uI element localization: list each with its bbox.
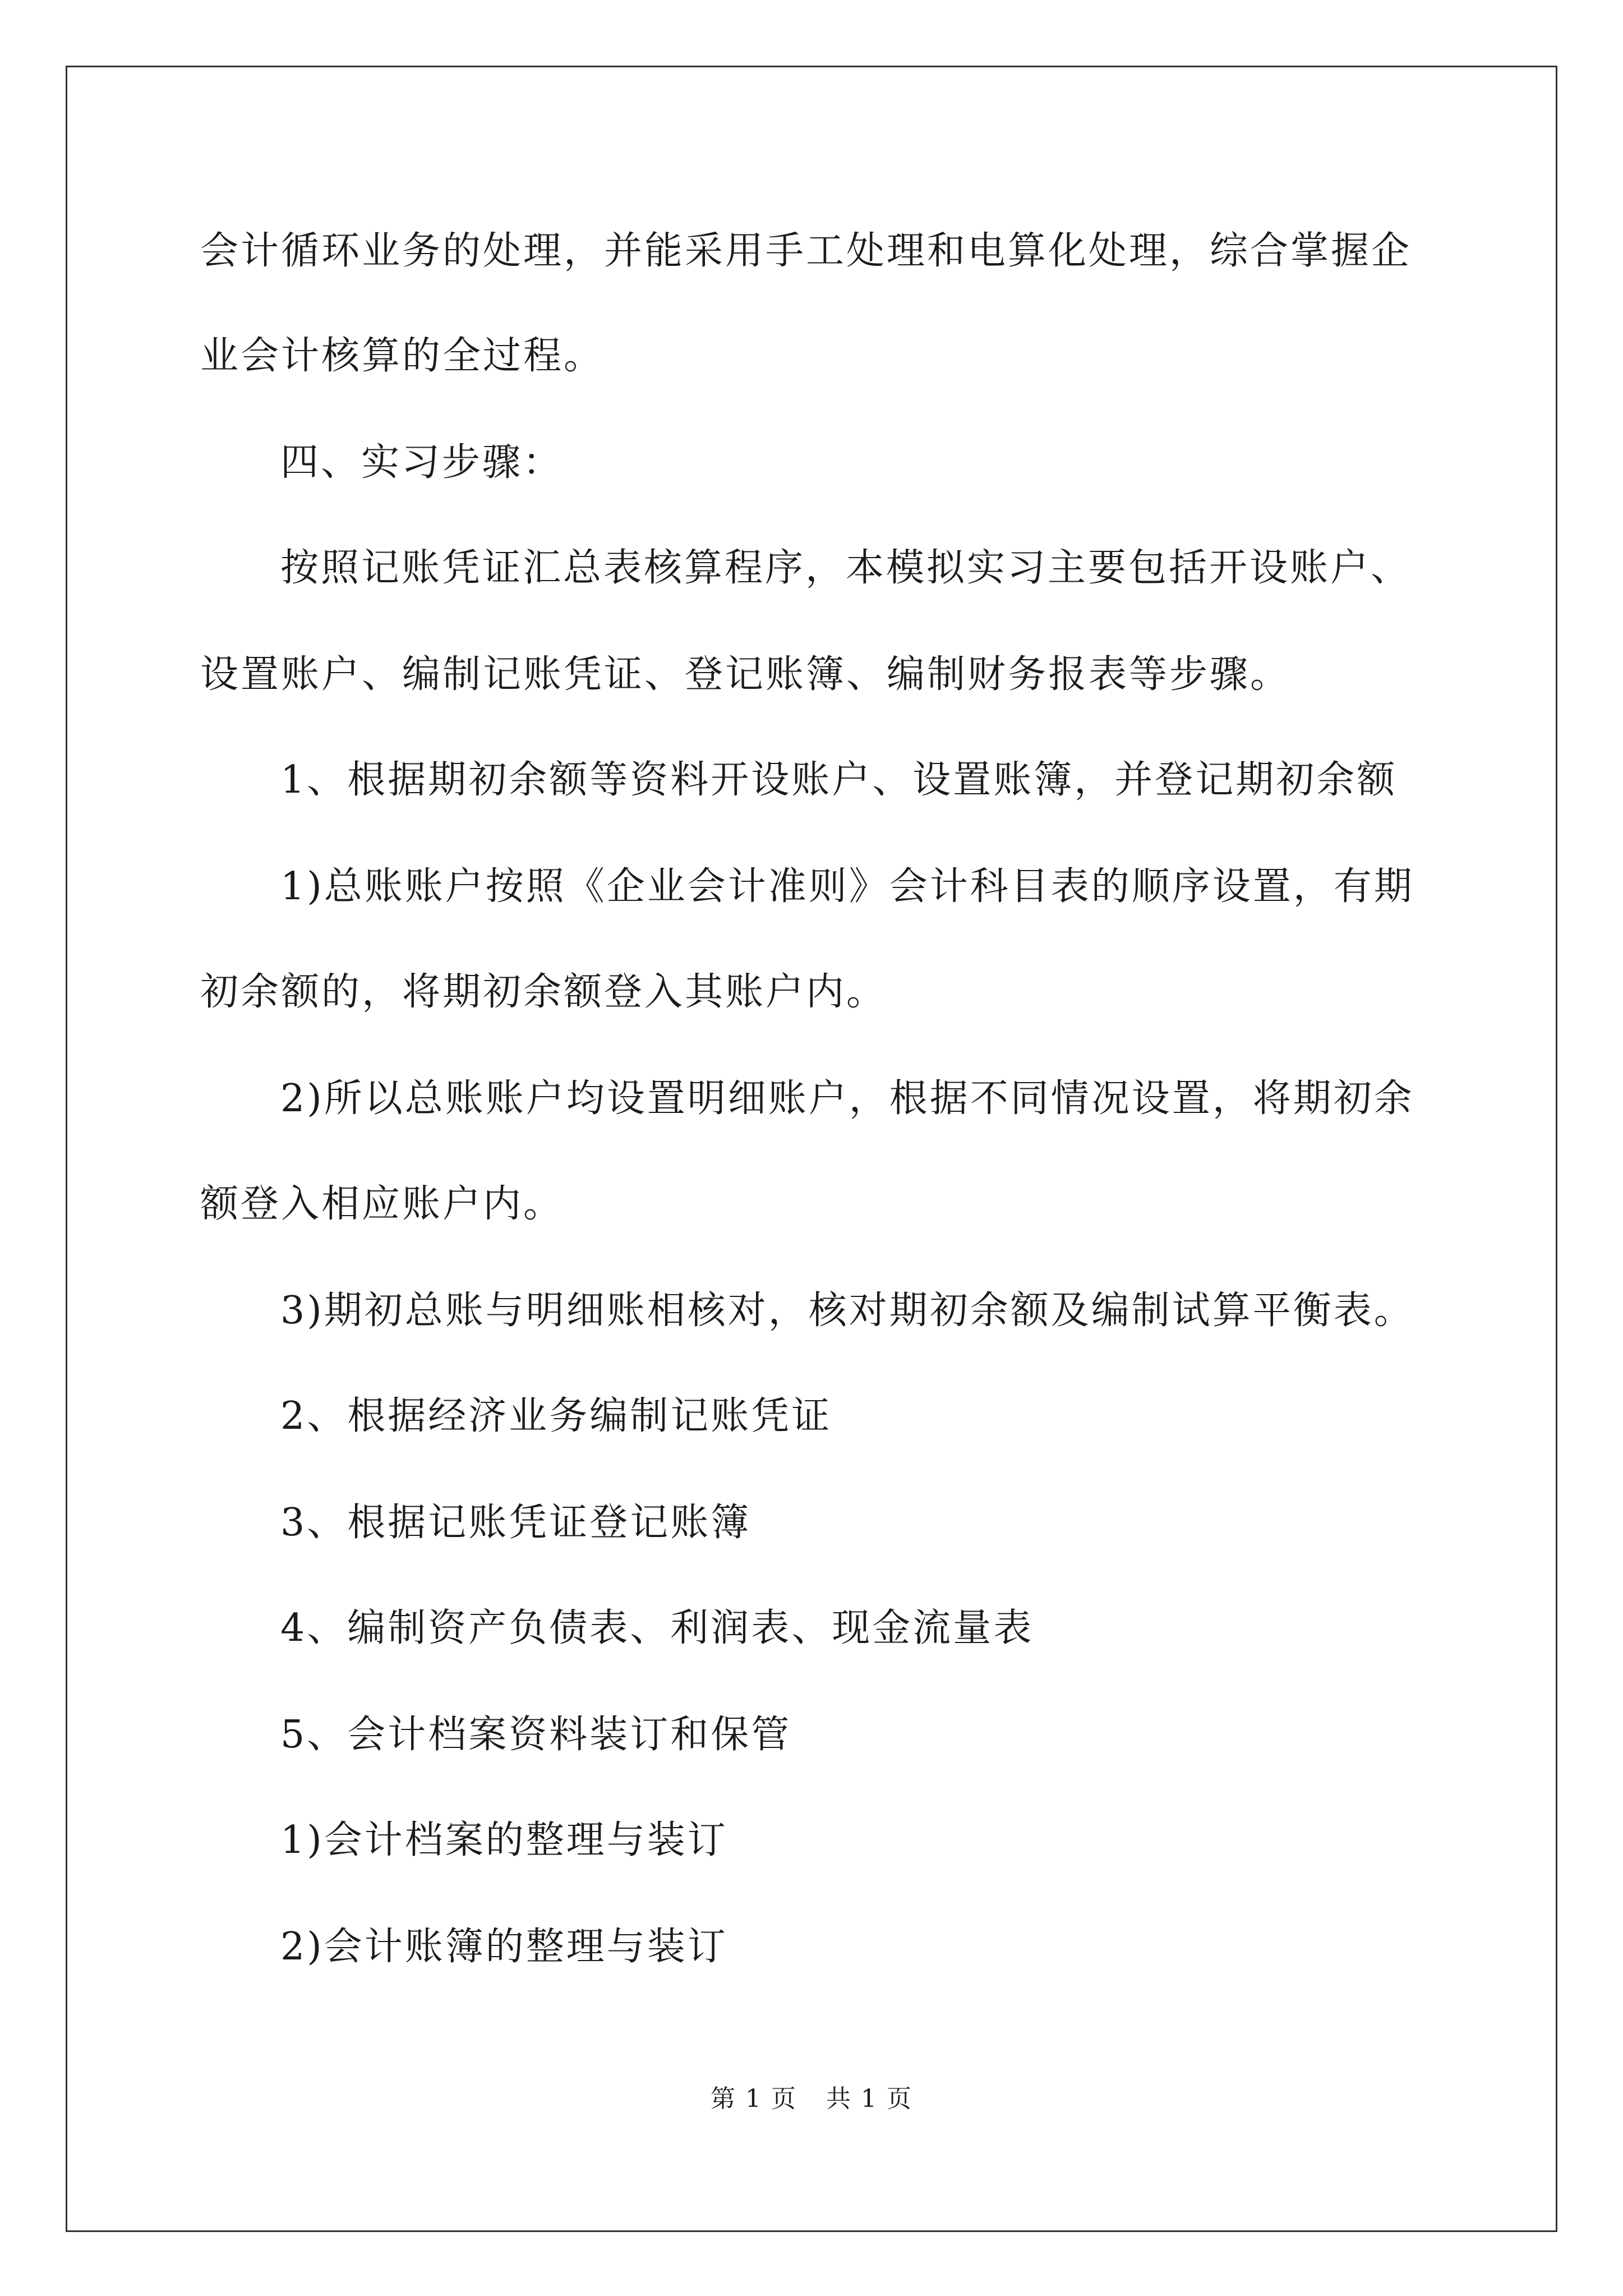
list-item: 1)会计档案的整理与装订 bbox=[280, 1818, 728, 1862]
paragraph-line: 业会计核算的全过程。 bbox=[200, 334, 605, 378]
paragraph-line: 按照记账凭证汇总表核算程序，本模拟实习主要包括开设账户、 bbox=[280, 546, 1412, 590]
page-number: 第 1 页 bbox=[711, 2085, 797, 2113]
paragraph-line: 会计循环业务的处理，并能采用手工处理和电算化处理，综合掌握企 bbox=[200, 229, 1412, 273]
page-total: 共 1 页 bbox=[826, 2085, 912, 2113]
list-item: 4、编制资产负债表、利润表、现金流量表 bbox=[280, 1606, 1034, 1650]
list-item: 5、会计档案资料装订和保管 bbox=[280, 1713, 792, 1757]
list-item: 1)总账账户按照《企业会计准则》会计科目表的顺序设置，有期 bbox=[280, 864, 1414, 909]
paragraph-line: 设置账户、编制记账凭证、登记账簿、编制财务报表等步骤。 bbox=[200, 652, 1291, 697]
list-item: 1、根据期初余额等资料开设账户、设置账簿，并登记期初余额 bbox=[280, 758, 1398, 802]
page-footer bbox=[0, 2082, 1623, 2116]
section-heading: 四、实习步骤： bbox=[280, 440, 564, 485]
list-item: 3)期初总账与明细账相核对，核对期初余额及编制试算平衡表。 bbox=[280, 1289, 1414, 1333]
list-item: 2)会计账簿的整理与装订 bbox=[280, 1925, 728, 1969]
list-item: 3、根据记账凭证登记账簿 bbox=[280, 1501, 751, 1545]
paragraph-line: 初余额的，将期初余额登入其账户内。 bbox=[200, 970, 887, 1014]
list-item: 2、根据经济业务编制记账凭证 bbox=[280, 1394, 832, 1438]
list-item: 2)所以总账账户均设置明细账户，根据不同情况设置，将期初余 bbox=[280, 1076, 1414, 1121]
paragraph-line: 额登入相应账户内。 bbox=[200, 1182, 564, 1226]
page-border bbox=[66, 66, 1557, 2232]
